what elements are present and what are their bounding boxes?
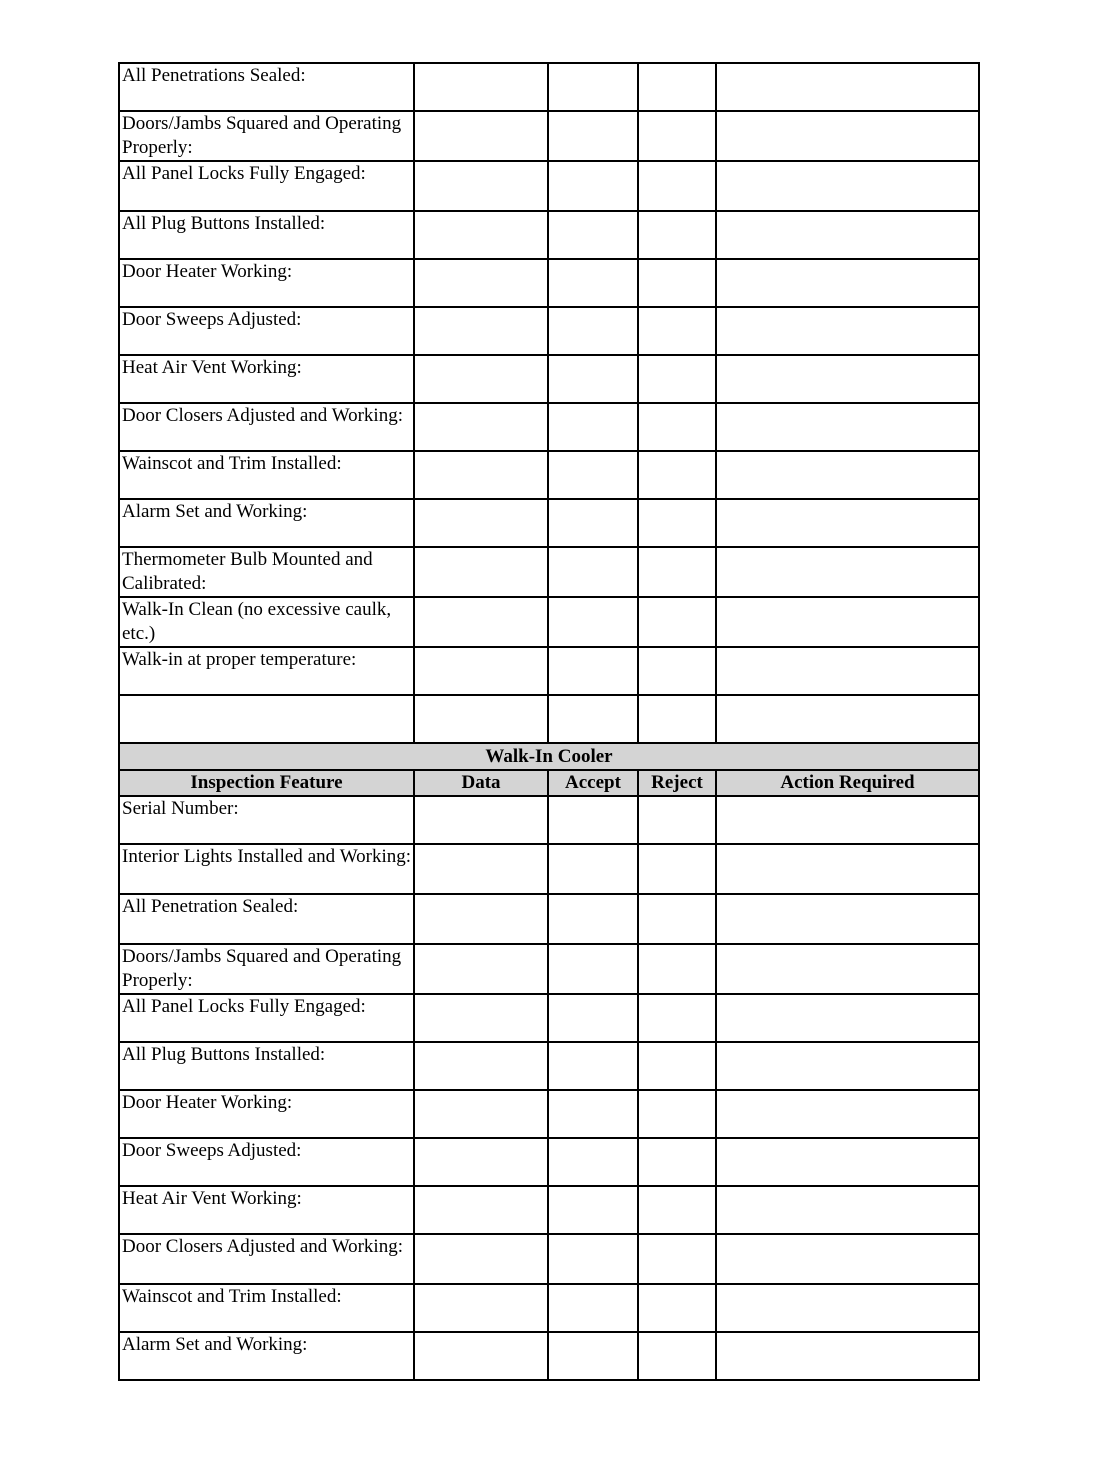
data-cell[interactable] <box>414 796 548 844</box>
inspection-feature-cell: Heat Air Vent Working: <box>119 1186 414 1234</box>
action-required-cell[interactable] <box>716 1186 979 1234</box>
accept-cell[interactable] <box>548 1332 638 1380</box>
reject-cell[interactable] <box>638 695 716 743</box>
data-cell[interactable] <box>414 1042 548 1090</box>
table-row <box>119 1138 979 1186</box>
data-cell[interactable] <box>414 355 548 403</box>
action-required-cell[interactable] <box>716 259 979 307</box>
reject-cell[interactable] <box>638 161 716 211</box>
data-cell[interactable] <box>414 944 548 994</box>
section-title: Walk-In Cooler <box>119 743 979 770</box>
inspection-feature-cell: Doors/Jambs Squared and Operating Properly: <box>119 944 414 994</box>
table-row <box>119 894 979 944</box>
reject-cell[interactable] <box>638 547 716 597</box>
data-cell[interactable] <box>414 647 548 695</box>
accept-cell[interactable] <box>548 1186 638 1234</box>
action-required-cell[interactable] <box>716 597 979 647</box>
reject-cell[interactable] <box>638 1042 716 1090</box>
action-required-cell[interactable] <box>716 844 979 894</box>
data-cell[interactable] <box>414 161 548 211</box>
data-cell[interactable] <box>414 1234 548 1284</box>
reject-cell[interactable] <box>638 211 716 259</box>
reject-cell[interactable] <box>638 355 716 403</box>
accept-cell[interactable] <box>548 844 638 894</box>
reject-cell[interactable] <box>638 894 716 944</box>
inspection-feature-cell: All Penetration Sealed: <box>119 894 414 944</box>
table-row <box>119 944 979 994</box>
action-required-cell[interactable] <box>716 1138 979 1186</box>
accept-cell[interactable] <box>548 994 638 1042</box>
data-cell[interactable] <box>414 307 548 355</box>
column-header-action-required: Action Required <box>716 770 979 796</box>
inspection-feature-cell: Walk-in at proper temperature: <box>119 647 414 695</box>
inspection-feature-cell: Alarm Set and Working: <box>119 1332 414 1380</box>
action-required-cell[interactable] <box>716 307 979 355</box>
table-row <box>119 695 979 743</box>
table-row <box>119 211 979 259</box>
accept-cell[interactable] <box>548 1234 638 1284</box>
data-cell[interactable] <box>414 403 548 451</box>
accept-cell[interactable] <box>548 894 638 944</box>
inspection-feature-cell: All Plug Buttons Installed: <box>119 1042 414 1090</box>
data-cell[interactable] <box>414 1186 548 1234</box>
table-row <box>119 1186 979 1234</box>
inspection-feature-cell: Thermometer Bulb Mounted and Calibrated: <box>119 547 414 597</box>
table-row <box>119 597 979 647</box>
data-cell[interactable] <box>414 597 548 647</box>
table-row <box>119 259 979 307</box>
action-required-cell[interactable] <box>716 499 979 547</box>
action-required-cell[interactable] <box>716 695 979 743</box>
data-cell[interactable] <box>414 695 548 743</box>
accept-cell[interactable] <box>548 944 638 994</box>
inspection-feature-cell: All Plug Buttons Installed: <box>119 211 414 259</box>
action-required-cell[interactable] <box>716 994 979 1042</box>
inspection-feature-cell: Door Heater Working: <box>119 259 414 307</box>
table-row <box>119 499 979 547</box>
table-row <box>119 647 979 695</box>
accept-cell[interactable] <box>548 211 638 259</box>
column-header-inspection-feature: Inspection Feature <box>119 770 414 796</box>
column-header-accept: Accept <box>548 770 638 796</box>
action-required-cell[interactable] <box>716 894 979 944</box>
data-cell[interactable] <box>414 1090 548 1138</box>
data-cell[interactable] <box>414 844 548 894</box>
column-header-row <box>119 770 979 796</box>
table-row <box>119 307 979 355</box>
action-required-cell[interactable] <box>716 1234 979 1284</box>
accept-cell[interactable] <box>548 355 638 403</box>
accept-cell[interactable] <box>548 403 638 451</box>
accept-cell[interactable] <box>548 796 638 844</box>
reject-cell[interactable] <box>638 403 716 451</box>
accept-cell[interactable] <box>548 1090 638 1138</box>
accept-cell[interactable] <box>548 63 638 111</box>
table-row <box>119 1332 979 1380</box>
inspection-feature-text: Interior Lights Installed and Working: <box>122 846 411 867</box>
inspection-feature-cell: Heat Air Vent Working: <box>119 355 414 403</box>
table-row <box>119 355 979 403</box>
inspection-checklist-table <box>118 62 980 1381</box>
accept-cell[interactable] <box>548 647 638 695</box>
action-required-cell[interactable] <box>716 1042 979 1090</box>
inspection-feature-cell: Walk-In Clean (no excessive caulk, etc.) <box>119 597 414 647</box>
data-cell[interactable] <box>414 259 548 307</box>
reject-cell[interactable] <box>638 259 716 307</box>
accept-cell[interactable] <box>548 1138 638 1186</box>
data-cell[interactable] <box>414 63 548 111</box>
reject-cell[interactable] <box>638 499 716 547</box>
reject-cell[interactable] <box>638 994 716 1042</box>
action-required-cell[interactable] <box>716 451 979 499</box>
reject-cell[interactable] <box>638 1090 716 1138</box>
reject-cell[interactable] <box>638 1332 716 1380</box>
reject-cell[interactable] <box>638 63 716 111</box>
action-required-cell[interactable] <box>716 647 979 695</box>
accept-cell[interactable] <box>548 1042 638 1090</box>
action-required-cell[interactable] <box>716 211 979 259</box>
action-required-cell[interactable] <box>716 355 979 403</box>
table-row <box>119 63 979 111</box>
inspection-feature-cell: All Panel Locks Fully Engaged: <box>119 161 414 211</box>
action-required-cell[interactable] <box>716 1284 979 1332</box>
accept-cell[interactable] <box>548 1284 638 1332</box>
accept-cell[interactable] <box>548 307 638 355</box>
reject-cell[interactable] <box>638 1284 716 1332</box>
reject-cell[interactable] <box>638 111 716 161</box>
reject-cell[interactable] <box>638 451 716 499</box>
action-required-cell[interactable] <box>716 63 979 111</box>
action-required-cell[interactable] <box>716 796 979 844</box>
inspection-feature-cell: All Penetrations Sealed: <box>119 63 414 111</box>
table-row <box>119 403 979 451</box>
inspection-feature-cell: Doors/Jambs Squared and Operating Properly: <box>119 111 414 161</box>
inspection-feature-cell: Door Heater Working: <box>119 1090 414 1138</box>
data-cell[interactable] <box>414 111 548 161</box>
data-cell[interactable] <box>414 1284 548 1332</box>
accept-cell[interactable] <box>548 111 638 161</box>
inspection-feature-cell <box>119 844 414 894</box>
section-header-row <box>119 743 979 770</box>
column-header-data: Data <box>414 770 548 796</box>
action-required-cell[interactable] <box>716 403 979 451</box>
action-required-cell[interactable] <box>716 547 979 597</box>
reject-cell[interactable] <box>638 944 716 994</box>
table-row <box>119 1234 979 1284</box>
data-cell[interactable] <box>414 451 548 499</box>
action-required-cell[interactable] <box>716 1332 979 1380</box>
accept-cell[interactable] <box>548 597 638 647</box>
inspection-feature-cell: Alarm Set and Working: <box>119 499 414 547</box>
action-required-cell[interactable] <box>716 161 979 211</box>
data-cell[interactable] <box>414 1332 548 1380</box>
data-cell[interactable] <box>414 994 548 1042</box>
table-row <box>119 994 979 1042</box>
inspection-feature-cell[interactable] <box>119 695 414 743</box>
inspection-feature-cell: Serial Number: <box>119 796 414 844</box>
reject-cell[interactable] <box>638 1234 716 1284</box>
reject-cell[interactable] <box>638 647 716 695</box>
table-row <box>119 111 979 161</box>
data-cell[interactable] <box>414 894 548 944</box>
action-required-cell[interactable] <box>716 944 979 994</box>
inspection-feature-cell: Door Sweeps Adjusted: <box>119 307 414 355</box>
reject-cell[interactable] <box>638 1186 716 1234</box>
data-cell[interactable] <box>414 1138 548 1186</box>
table-row <box>119 161 979 211</box>
inspection-feature-cell: Door Closers Adjusted and Working: <box>119 403 414 451</box>
reject-cell[interactable] <box>638 844 716 894</box>
accept-cell[interactable] <box>548 451 638 499</box>
accept-cell[interactable] <box>548 259 638 307</box>
inspection-feature-cell: Wainscot and Trim Installed: <box>119 451 414 499</box>
table-row <box>119 547 979 597</box>
reject-cell[interactable] <box>638 597 716 647</box>
table-row <box>119 1284 979 1332</box>
table-row <box>119 796 979 844</box>
reject-cell[interactable] <box>638 1138 716 1186</box>
accept-cell[interactable] <box>548 695 638 743</box>
table-row <box>119 844 979 894</box>
table-row <box>119 1090 979 1138</box>
action-required-cell[interactable] <box>716 111 979 161</box>
inspection-feature-cell: Door Closers Adjusted and Working: <box>119 1234 414 1284</box>
accept-cell[interactable] <box>548 499 638 547</box>
inspection-feature-cell: Door Sweeps Adjusted: <box>119 1138 414 1186</box>
inspection-feature-cell: All Panel Locks Fully Engaged: <box>119 994 414 1042</box>
table-row <box>119 1042 979 1090</box>
column-header-reject: Reject <box>638 770 716 796</box>
data-cell[interactable] <box>414 547 548 597</box>
reject-cell[interactable] <box>638 796 716 844</box>
data-cell[interactable] <box>414 499 548 547</box>
reject-cell[interactable] <box>638 307 716 355</box>
inspection-feature-cell: Wainscot and Trim Installed: <box>119 1284 414 1332</box>
accept-cell[interactable] <box>548 161 638 211</box>
data-cell[interactable] <box>414 211 548 259</box>
table-row <box>119 451 979 499</box>
action-required-cell[interactable] <box>716 1090 979 1138</box>
accept-cell[interactable] <box>548 547 638 597</box>
